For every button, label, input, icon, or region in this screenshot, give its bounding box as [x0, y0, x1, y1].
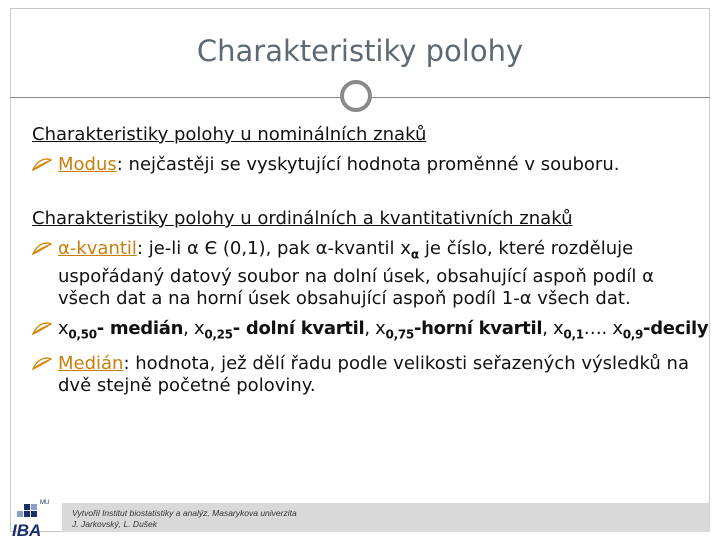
term-modus: Modus [58, 154, 117, 175]
heading-ordinal: Charakteristiky polohy u ordinálních a kvantitativních znaků [32, 208, 573, 229]
q-sub-09: 0,9 [622, 327, 644, 342]
term-median: Medián [58, 353, 124, 375]
q-deciles: -decily [643, 317, 709, 339]
kvantil-sub: α [410, 247, 420, 262]
q-x1: x [58, 317, 69, 339]
logo-mu: MU [40, 500, 50, 506]
q-sub-025: 0,25 [204, 327, 233, 342]
q-sub-050: 0,50 [68, 327, 97, 342]
median-text: : hodnota, jež dělí řadu podle velikosti seřazených výsledků na dvě stejně početné poloviny. [58, 353, 689, 397]
leaf-bullet-icon [32, 158, 52, 172]
kvantil-text-a: : je-li α Є (0,1), pak α-kvantil x [136, 238, 411, 259]
bullet-kvantil [32, 238, 702, 310]
iba-logo [12, 500, 56, 540]
footer-line1: Vytvořil Institut biostatistiky a analýz, Masarykova univerzita [72, 508, 297, 518]
bullet-modus [32, 154, 702, 176]
footer-credits [72, 508, 297, 530]
q-sub-075: 0,75 [385, 327, 414, 342]
slide-title: Charakteristiky polohy [196, 34, 524, 68]
leaf-bullet-icon [32, 357, 52, 371]
modus-text: : nejčastěji se vyskytující hodnota proměnné v souboru. [116, 154, 620, 175]
bullet-median [32, 353, 702, 397]
q-sub-01: 0,1 [563, 327, 584, 342]
q-upper-quartile: -horní kvartil [413, 317, 543, 339]
q-lower-quartile: - dolní kvartil [232, 317, 365, 339]
leaf-bullet-icon [32, 242, 52, 256]
logo-text: IBA [12, 521, 42, 540]
slide-content [32, 124, 709, 405]
kvantil-text-b: je číslo, které rozděluje uspořádaný datový soubor na dolní úsek, obsahující aspoň podíl α všech dat a na horní úsek obsahující aspoň podíl 1-α všech dat. [58, 238, 654, 309]
q-sep3: , x [542, 317, 564, 339]
spacer [32, 184, 702, 208]
bullet-quantiles [32, 317, 709, 346]
q-sep2: , x [364, 317, 386, 339]
heading-nominal: Charakteristiky polohy u nominálních znaků [32, 124, 427, 145]
q-ellipsis: …. x [583, 317, 623, 339]
divider-circle-icon [340, 80, 372, 112]
term-kvantil: α-kvantil [58, 238, 137, 259]
leaf-bullet-icon [32, 322, 52, 336]
footer-line2: J. Jarkovský, L. Dušek [72, 519, 158, 529]
q-median: - medián [96, 317, 184, 339]
q-sep1: , x [183, 317, 205, 339]
